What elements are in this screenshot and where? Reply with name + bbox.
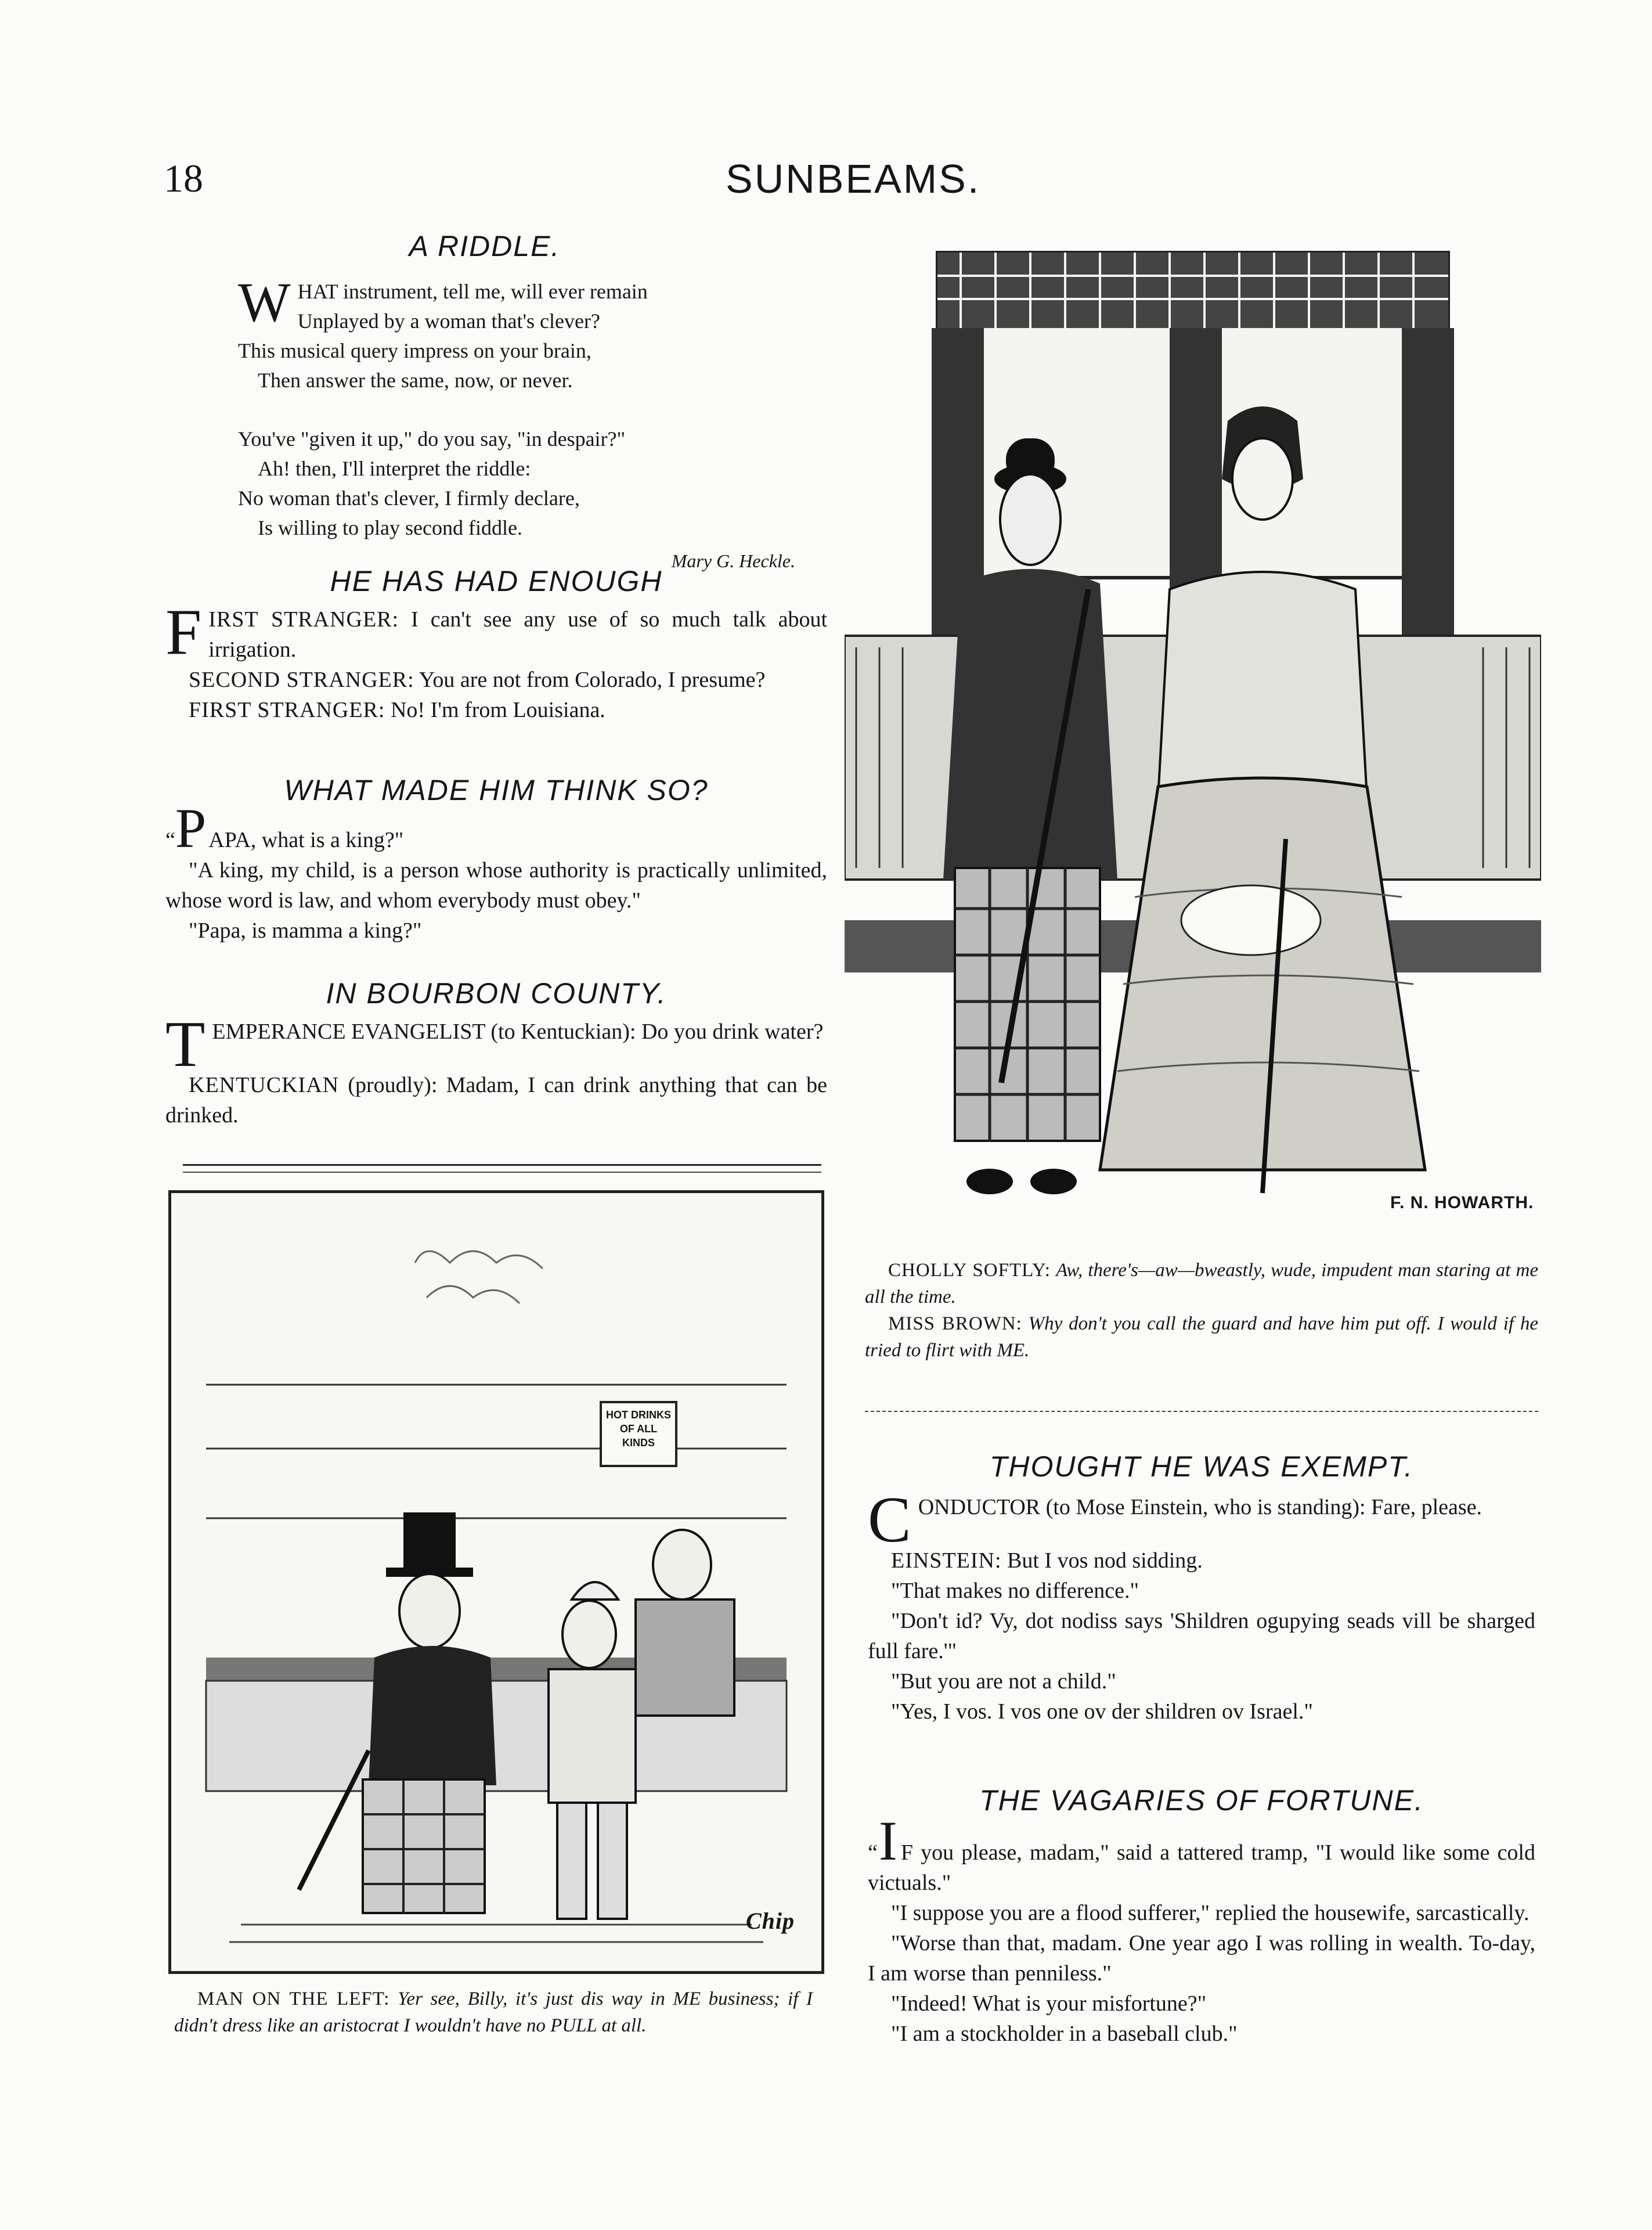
- paragraph: [868, 1545, 1535, 1576]
- page-number: 18: [164, 156, 203, 200]
- paragraph: "Yes, I vos. I vos one ov der shildren ov Israel.": [891, 1699, 1313, 1724]
- dialogue-line: [165, 1008, 827, 1080]
- paragraph: "I suppose you are a flood sufferer," replied the housewife, sarcastically.: [891, 1901, 1530, 1925]
- train-illustration: [845, 229, 1541, 1251]
- exempt-section: [868, 1451, 1535, 1727]
- text: But I vos nod sidding.: [1007, 1548, 1203, 1573]
- paragraph: "Worse than that, madam. One year ago I was rolling in wealth. To-day, I am worse than penniless.": [868, 1931, 1535, 1986]
- had-enough-dropcap: F: [165, 596, 202, 668]
- paragraph: “I F you please, madam," said a tattered tramp, "I would like some cold victuals.": [868, 1810, 1535, 1895]
- riddle-poem: [238, 271, 818, 576]
- caption-line: [865, 1310, 1538, 1364]
- caption-line: [865, 1257, 1538, 1310]
- speaker: EMPERANCE EVANGELIST: [212, 1019, 485, 1044]
- speaker: KENTUCKIAN: [189, 1073, 340, 1097]
- divider: [183, 1172, 821, 1173]
- dialogue-line: [165, 695, 827, 725]
- had-enough-section: [165, 566, 827, 725]
- paragraph: "I am a stockholder in a baseball club.": [891, 2022, 1238, 2046]
- speech: No! I'm from Louisiana.: [390, 698, 605, 722]
- paragraph: “P APA, what is a king?": [165, 797, 404, 859]
- speech: Yer see, Billy, it's just dis way in ME business; if I didn't dress like an aristocrat I wouldn't have no PULL at all.: [174, 1988, 813, 2036]
- bar-illustration-frame: [168, 1190, 824, 1974]
- bar-drawing: [171, 1193, 821, 1971]
- paragraph: "But you are not a child.": [891, 1669, 1116, 1694]
- text: F you please, madam," said a tattered tramp, "I would like some cold victuals.": [868, 1840, 1535, 1895]
- speech: Aw, there's—aw—bweastly, wude, impudent man staring at me all the time.: [865, 1260, 1538, 1307]
- paragraph: [868, 1484, 1535, 1556]
- paragraph: "Indeed! What is your misfortune?": [891, 1991, 1207, 2016]
- speaker: MISS BROWN:: [888, 1313, 1022, 1334]
- bourbon-title: IN BOURBON COUNTY.: [326, 977, 667, 1010]
- speaker: SECOND STRANGER:: [189, 668, 414, 692]
- riddle-section: [238, 229, 818, 576]
- text: ONDUCTOR (to Mose Einstein, who is standing): Fare, please.: [918, 1495, 1483, 1519]
- text: APA, what is a king?": [208, 828, 404, 852]
- poem-line: No woman that's clever, I firmly declare,: [238, 487, 580, 510]
- bourbon-dropcap: T: [165, 1008, 205, 1080]
- bourbon-section: [165, 978, 827, 1130]
- speaker: CHOLLY SOFTLY:: [888, 1260, 1051, 1281]
- paragraph: "That makes no difference.": [891, 1579, 1139, 1603]
- poem-line: Ah! then, I'll interpret the riddle:: [258, 457, 531, 480]
- paragraph: "Don't id? Vy, dot nodiss says 'Shildren ogupying seads vill be sharged full fare.'": [868, 1609, 1535, 1663]
- fortune-title: THE VAGARIES OF FORTUNE.: [979, 1784, 1424, 1817]
- dialogue-line: [165, 1070, 827, 1130]
- bar-artist-signature: Chip: [746, 1908, 795, 1934]
- exempt-dropcap: C: [868, 1484, 911, 1556]
- paragraph: "A king, my child, is a person whose authority is practically unlimited, whose word is law, and whom everybody must obey.": [165, 858, 827, 913]
- speech: Why don't you call the guard and have him put off. I would if he tried to flirt with ME.: [865, 1313, 1538, 1361]
- speaker: MAN ON THE LEFT:: [197, 1988, 390, 2009]
- dialogue-line: [165, 596, 827, 668]
- fortune-section: [868, 1785, 1535, 2049]
- speech: I can't see any use of so much talk about irrigation.: [208, 607, 827, 662]
- divider: [865, 1411, 1538, 1412]
- speech: (to Kentuckian): Do you drink water?: [490, 1019, 824, 1044]
- think-so-title: WHAT MADE HIM THINK SO?: [284, 774, 709, 806]
- had-enough-title: HE HAS HAD ENOUGH: [330, 565, 663, 597]
- think-so-dropcap: P: [175, 797, 207, 859]
- poem-line: Then answer the same, now, or never.: [258, 369, 573, 392]
- riddle-title: A RIDDLE.: [409, 230, 561, 262]
- riddle-author: Mary G. Heckle.: [671, 550, 795, 571]
- dialogue-line: [165, 665, 827, 695]
- riddle-dropcap: W: [238, 271, 291, 333]
- bar-sign: HOT DRINKS OF ALL KINDS: [606, 1409, 671, 1449]
- speaker: FIRST STRANGER:: [189, 698, 385, 722]
- train-artist-signature: F. N. HOWARTH.: [1390, 1193, 1534, 1212]
- exempt-title: THOUGHT HE WAS EXEMPT.: [989, 1450, 1414, 1483]
- running-title: SUNBEAMS.: [726, 156, 981, 201]
- poem-line: This musical query impress on your brain,: [238, 339, 591, 362]
- poem-line: Unplayed by a woman that's clever?: [297, 309, 600, 333]
- caption-line: [174, 1986, 813, 2039]
- speech: You are not from Colorado, I presume?: [419, 668, 766, 692]
- speaker: IRST STRANGER:: [208, 607, 399, 632]
- bar-caption: [174, 1986, 813, 2039]
- poem-line: HAT instrument, tell me, will ever remain: [297, 280, 648, 303]
- fortune-dropcap: I: [878, 1810, 897, 1872]
- train-drawing: [845, 229, 1541, 1251]
- paragraph: "Papa, is mamma a king?": [189, 918, 422, 943]
- speaker: EINSTEIN:: [891, 1548, 1002, 1573]
- poem-line: You've "given it up," do you say, "in despair?": [238, 427, 626, 451]
- poem-line: Is willing to play second fiddle.: [258, 516, 522, 539]
- speech: (proudly): Madam, I can drink anything that can be drinked.: [165, 1073, 827, 1127]
- think-so-section: [165, 775, 827, 946]
- train-caption: [865, 1257, 1538, 1364]
- divider: [183, 1164, 821, 1166]
